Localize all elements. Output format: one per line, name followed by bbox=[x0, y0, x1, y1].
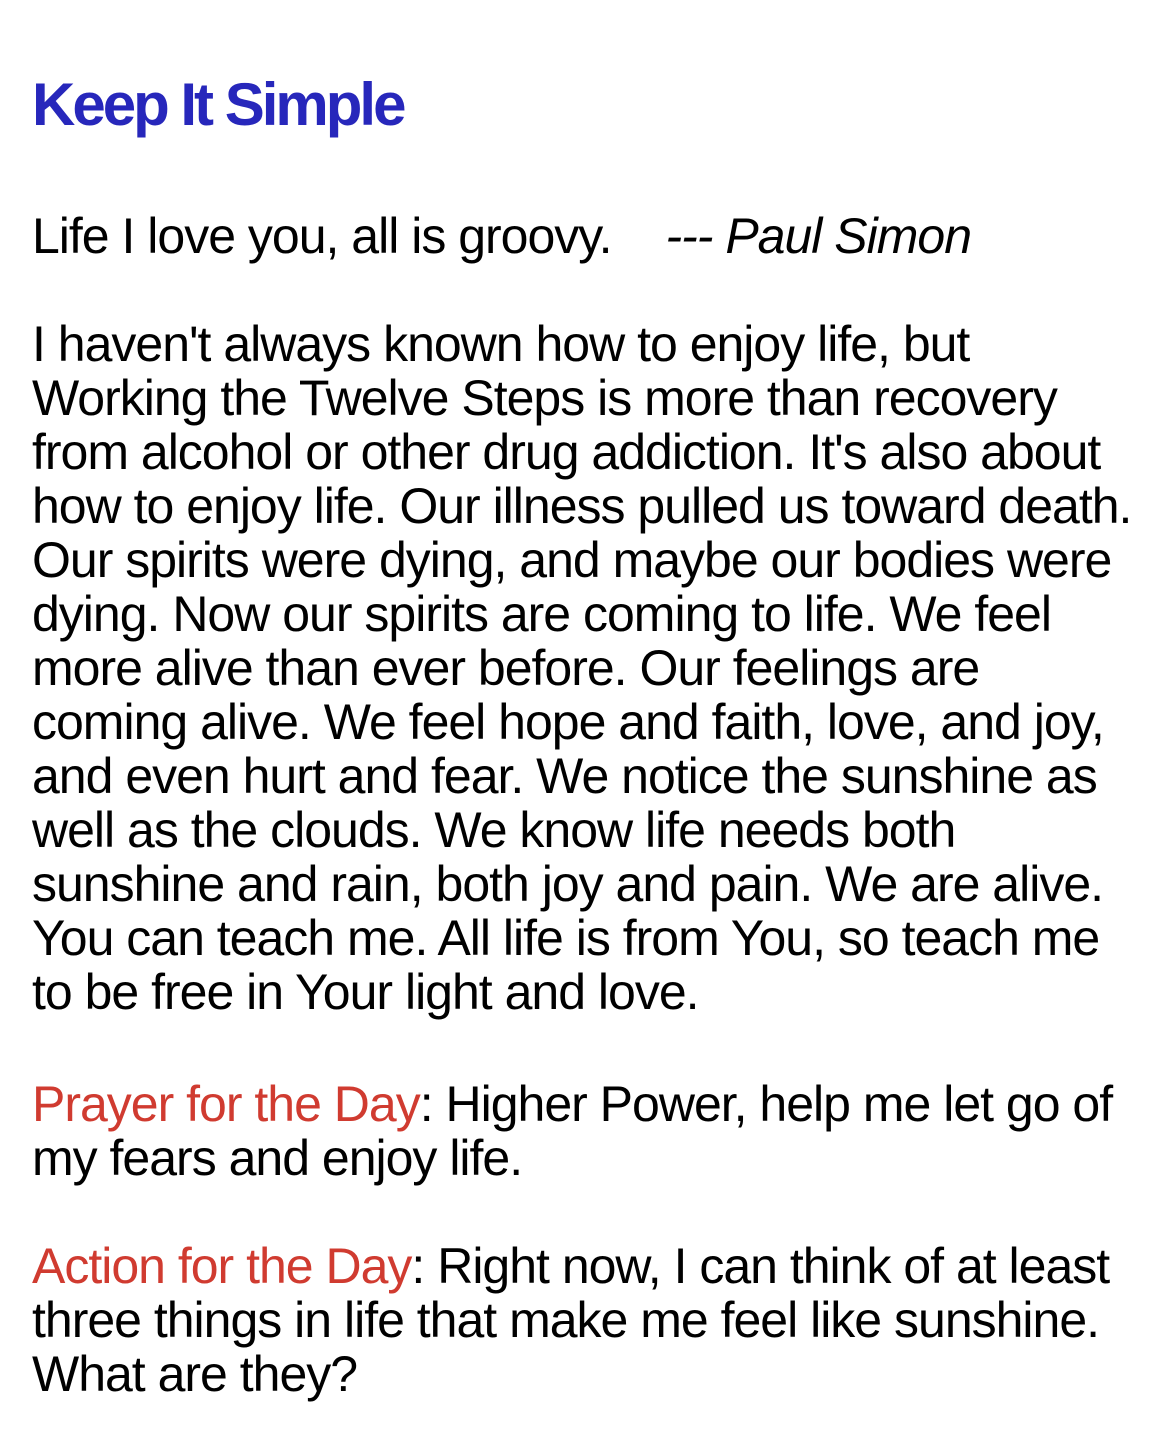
action-section bbox=[32, 1239, 1140, 1401]
prayer-label: Prayer for the Day bbox=[32, 1076, 420, 1132]
action-text: : Right now, I can think of at least three things in life that make me feel like sunshine. What are they? bbox=[32, 1238, 1110, 1402]
epigraph bbox=[32, 209, 1140, 263]
page-title: Keep It Simple bbox=[32, 71, 404, 138]
body-paragraph: I haven't always known how to enjoy life, but Working the Twelve Steps is more than recovery from alcohol or other drug addiction. It's also about how to enjoy life. Our illness pulled us toward death. Our spirits were dying, and maybe our bodies were dying. Now our spirits are coming to life. We feel more alive than ever before. Our feelings are coming alive. We feel hope and faith, love, and joy, and even hurt and fear. We notice the sunshine as well as the clouds. We know life needs both sunshine and rain, both joy and pain. We are alive. You can teach me. All life is from You, so teach me to be free in Your light and love. bbox=[32, 316, 1132, 1020]
prayer-section bbox=[32, 1077, 1140, 1185]
action-label: Action for the Day bbox=[32, 1238, 412, 1294]
prayer-text: : Higher Power, help me let go of my fears and enjoy life. bbox=[32, 1076, 1113, 1186]
epigraph-attribution: --- Paul Simon bbox=[665, 208, 972, 264]
epigraph-quote: Life I love you, all is groovy. bbox=[32, 208, 612, 264]
